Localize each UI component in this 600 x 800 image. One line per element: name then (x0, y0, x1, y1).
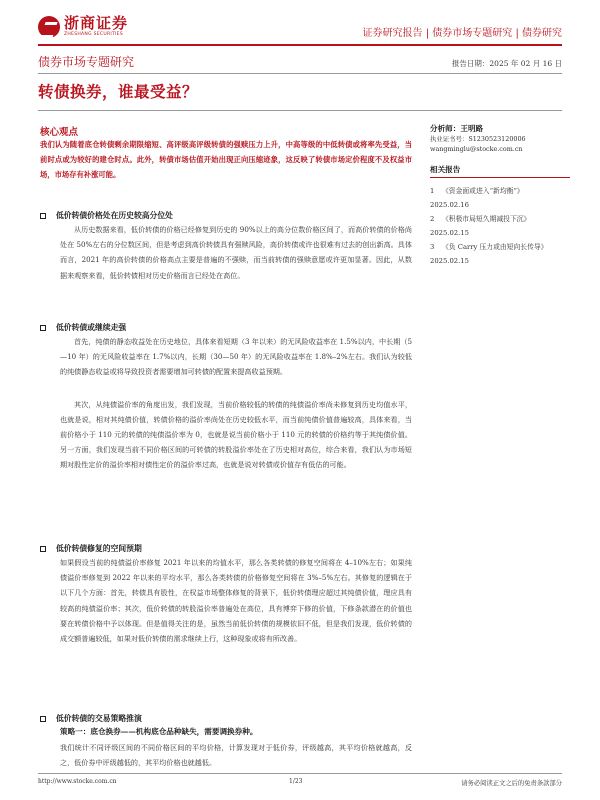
section-heading: 低价转债的交易策略推演 (56, 714, 142, 723)
section-paragraph: 如果假设当前的纯债溢价率修复 2021 年以来的均值水平，那么各类转债的修复空间将在 4–10%左右；如果纯债溢价率修复到 2022 年以来的平均水平，那么各类转债的价格修复空间将在 3%–5%左右。其修复的逻辑在于以下几个方面：首先，转债具有股性，在权益市场整体修复的背景下，低价转债理应超过其纯债价值，理应具有较高的纯债溢价率；其次，低价转债的转股溢价率普遍处在高位，具有博弈下修的价值，下修条款潜在的价值也要在转债价格中予以体现。但是值得关注的是，虽然当前低价转债的规模依旧不低，但是我们发现，低价转债的成交额普遍较低，如果对低价转债的需求继续上行，这种现象或将有所改善。 (60, 558, 412, 644)
page-number: 1/23 (289, 778, 303, 785)
report-date: 报告日期：2025 年 02 月 16 日 (451, 59, 562, 68)
bullet-square-icon (40, 325, 46, 331)
section-trading-strategy (40, 713, 412, 770)
related-item[interactable] (430, 184, 570, 212)
related-item[interactable] (430, 240, 570, 268)
related-item-date: 2025.02.15 (430, 228, 469, 237)
section-paragraph: 我们统计不同评级区间的不同价格区间的平均价格，计算发现对于低价券，评级越高，其平均价格就越高，反之，低价券中评级越低的，其平均价格也就越低。 (60, 743, 412, 768)
bullet-square-icon (40, 716, 46, 722)
related-item-num: 2 (430, 214, 435, 223)
related-item-date: 2025.02.16 (430, 200, 469, 209)
section-paragraph: 首先，纯债的静态收益处在历史地位，具体来看短期（3 年以来）的无风险收益率在 1.5%以内，中长期（5—10 年）的无风险收益率在 1.7%以内，长期（30—50 年）的无风险收益率在 1.8%–2%左右。我们认为较低的纯债静态收益或将导致投资者需要增加可转债的配置来提高收益预期。 (60, 337, 412, 377)
header-divider (38, 44, 562, 46)
section-paragraph: 从历史数据来看，低价转债的价格已经修复到历史的 90%以上的高分位数价格区间了，而高价转债的价格尚处在 50%左右的分位数区间，但是考虑到高价转债具有强赎风险，高价转债或许也很难有过去的创出新高。具体而言，2021 年的高价转债的价格高点主要是普遍的不强赎，而当前转债的强赎意愿或许更加显著。因此，从数据来观察来看，低价转债相对历史价格而言已经处在高位。 (60, 225, 412, 280)
section-low-price-strength (40, 322, 412, 473)
strategy-subheading: 策略一：底仓换券——机构底仓品种缺失，需要调换券种。 (60, 727, 258, 736)
related-item-title: 《积极市局短久期减投下沉》 (442, 214, 531, 223)
title-divider-bottom (38, 110, 562, 111)
related-item[interactable] (430, 212, 570, 240)
section-label: 债券市场专题研究 (38, 55, 135, 69)
footer-divider (38, 773, 562, 774)
header-nav: 证券研究报告 | 债券市场专题研究 | 债券研究 (362, 28, 562, 39)
analyst-name: 分析师：王明路 (430, 124, 484, 133)
section-repair-space (40, 543, 412, 646)
related-item-title: 《资金面或进入“新均衡”》 (442, 186, 524, 195)
related-item-title: 《负 Carry 压力或由短向长传导》 (442, 242, 548, 251)
company-logo (38, 16, 128, 38)
related-item-num: 1 (430, 186, 435, 195)
logo-icon (38, 16, 60, 38)
footer-url[interactable]: http://www.stocke.com.cn (38, 778, 117, 785)
title-divider-top (38, 73, 562, 74)
analyst-license: 执业证书号：S1230523120006 (430, 135, 526, 143)
sidebar (430, 124, 570, 268)
section-heading: 低价转债价格处在历史较高分位处 (56, 211, 173, 220)
analyst-email[interactable]: wangminglu@stocke.com.cn (430, 145, 523, 153)
footer-disclaimer: 请务必阅读正文之后的免责条款部分 (461, 780, 562, 787)
related-reports-title: 相关报告 (430, 165, 461, 174)
bullet-square-icon (40, 546, 46, 552)
related-item-date: 2025.02.15 (430, 256, 469, 265)
bullet-square-icon (40, 213, 46, 219)
section-heading: 低价转债或继续走强 (56, 323, 127, 332)
logo-name-en: ZHESHANG SECURITIES (64, 32, 123, 38)
related-divider (430, 177, 570, 178)
page-title: 转债换券，谁最受益？ (38, 83, 199, 101)
core-view-title: 核心观点 (40, 127, 79, 138)
section-heading: 低价转债修复的空间预期 (56, 544, 142, 553)
core-view-text: 我们认为随着底仓转债剩余期限缩短、高评级高评级转债的强赎压力上升，中高等级的中低转债或将率先受益，当前时点或为较好的建仓时点。此外，转债市场估值开始出现正向压缩迹象，这反映了转债市场定价程度不及权益市场，市场存有补涨可能。 (40, 140, 412, 179)
related-item-num: 3 (430, 242, 435, 251)
section-low-price-level (40, 210, 412, 283)
logo-name: 浙商证券 (64, 14, 129, 33)
section-paragraph: 其次，从纯债溢价率的角度出发，我们发现，当前价格较低的转债的纯债溢价率尚未修复到历史均值水平，也就是说，相对其纯债价值，转债价格的溢价率尚处在历史较低水平，而当前纯债价值普遍较高，具体来看，当前价格小于 110 元的转债的纯债溢价率为 0，也就是说当前价格小于 110 元的转债的价格约等于其纯债价值。另一方面，我们发现当前不同价格区间的可转债的转股溢价率处在了历史相对高位，综合来看，我们认为市场短期对股性定价的溢价率相对债性定价的溢价率过高，也就是说对转债或价值存有低估的可能。 (60, 399, 412, 470)
